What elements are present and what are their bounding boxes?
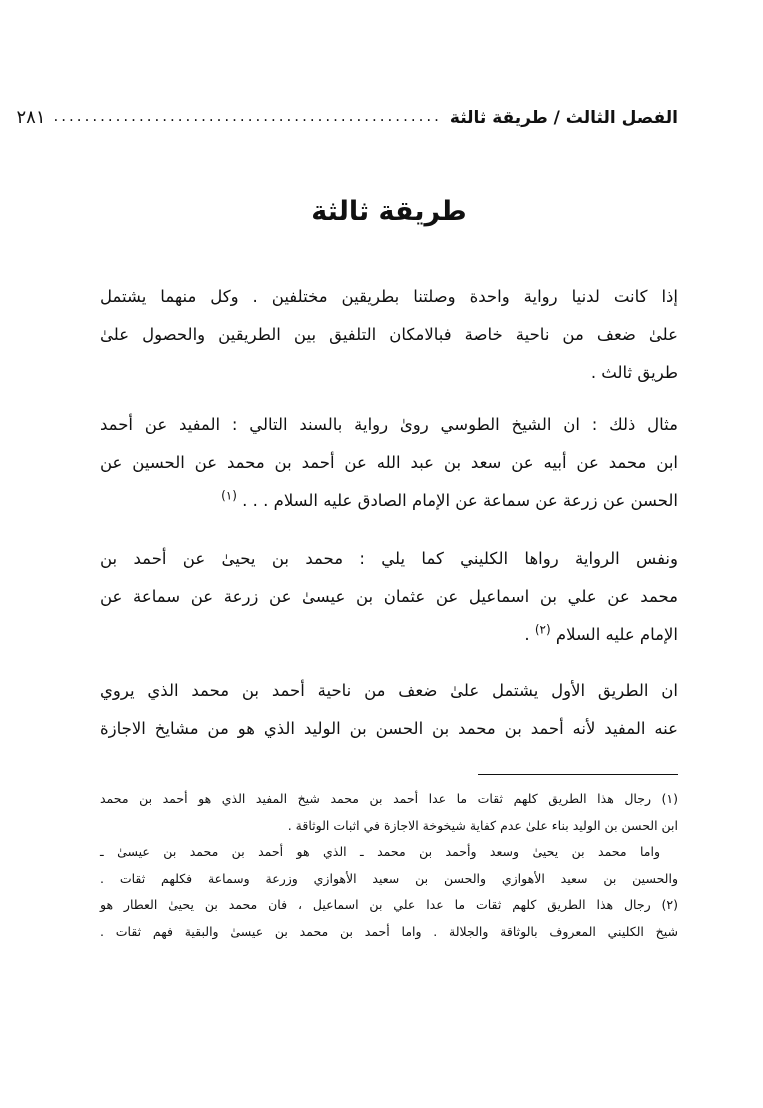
paragraph-line: مثال ذلك : ان الشيخ الطوسي روىٰ رواية بالسند التالي : المفيد عن أحمد [100,415,678,434]
footnote-line: شيخ الكليني المعروف بالوثاقة والجلالة . واما أحمد بن محمد بن عيسىٰ والبقية فهم ثقات . [100,923,678,939]
line-text: الإمام عليه السلام [555,625,678,644]
leader-dots: .................................................. [53,107,442,125]
section-heading: طريقة ثالثة [311,196,467,227]
paragraph-line: ان الطريق الأول يشتمل علىٰ ضعف من ناحية أحمد بن محمد الذي يروي [100,681,678,700]
paragraph-line: طريق ثالث . [590,363,678,382]
paragraph-2 [100,406,678,520]
footnote-marker-2[interactable]: (٢) [534,622,551,637]
paragraph-line-with-note [100,616,678,654]
paragraph-4 [100,672,678,748]
footnote-line: والحسين بن سعيد الأهوازي والحسن بن سعيد الأهوازي وزرعة وسماعة فكلهم ثقات . [100,870,678,886]
chapter-title: الفصل الثالث / طريقة ثالثة [449,108,678,128]
paragraph-line: علىٰ ضعف من ناحية خاصة فبالامكان التلفيق بين الطريقين والحصول علىٰ [100,325,678,344]
footnotes [100,786,678,945]
paragraph-1 [100,278,678,392]
paragraph-line: محمد عن علي بن اسماعيل عن عثمان بن عيسىٰ عن زرعة عن سماعة عن [100,587,678,606]
paragraph-line-with-note [100,482,678,520]
running-header [16,98,678,128]
footnote-marker-1[interactable]: (١) [221,488,237,503]
footnote-line: (١) رجال هذا الطريق كلهم ثقات ما عدا أحمد بن محمد شيخ المفيد الذي هو أحمد بن محمد [100,791,678,806]
footnote-line: ابن الحسن بن الوليد بناء علىٰ عدم كفاية شيخوخة الاجازة في اثبات الوثاقة . [287,817,678,833]
paragraph-line: إذا كانت لدنيا رواية واحدة وصلتنا بطريقين مختلفين . وكل منهما يشتمل [100,287,678,306]
paragraph-3 [100,540,678,654]
paragraph-line: ابن محمد عن أبيه عن سعد بن عبد الله عن أحمد بن محمد عن الحسين عن [100,453,678,472]
paragraph-line: ونفس الرواية رواها الكليني كما يلي : محمد بن يحيىٰ عن أحمد بن [100,549,678,568]
line-text: الحسن عن زرعة عن سماعة عن الإمام الصادق عليه السلام . . . [242,491,678,510]
footnote-line: واما محمد بن يحيىٰ وسعد وأحمد بن محمد ـ الذي هو أحمد بن محمد بن عيسىٰ ـ [100,844,660,859]
paragraph-line: عنه المفيد لأنه أحمد بن محمد بن الحسن بن الوليد الذي هو من مشايخ الاجازة [100,719,678,738]
end-punctuation: . [524,625,530,644]
footnote-divider [478,774,678,775]
footnote-line: (٢) رجال هذا الطريق كلهم ثقات ما عدا علي بن اسماعيل ، فان محمد بن يحيىٰ العطار هو [100,897,678,912]
page-number: ٢٨١ [16,107,46,128]
